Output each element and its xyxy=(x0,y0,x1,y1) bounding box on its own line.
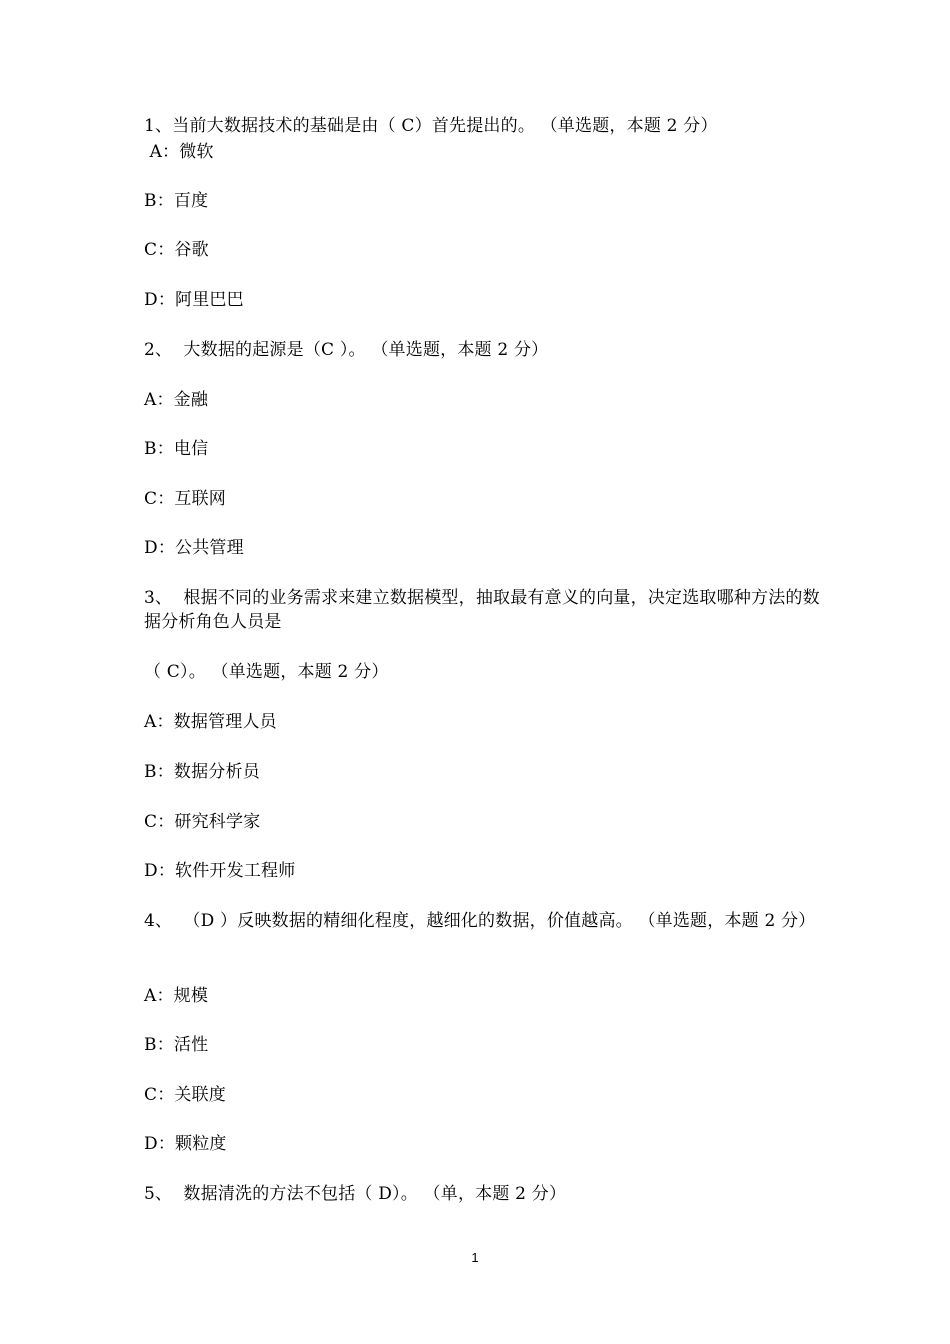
question-1-stem: 1、当前大数据技术的基础是由（ C）首先提出的。 （单选题，本题 2 分） xyxy=(144,116,718,136)
question-3-option-c: C：研究科学家 xyxy=(144,812,261,832)
question-4-option-d: D：颗粒度 xyxy=(144,1134,227,1154)
page-number: 1 xyxy=(471,1250,479,1265)
question-1-option-c: C：谷歌 xyxy=(144,240,209,260)
question-2-option-d: D：公共管理 xyxy=(144,538,244,558)
question-2-option-a: A：金融 xyxy=(144,390,209,410)
question-4-option-b: B：活性 xyxy=(144,1035,209,1055)
question-2-option-c: C：互联网 xyxy=(144,489,227,509)
question-4-option-c: C：关联度 xyxy=(144,1085,227,1105)
question-2-option-b: B：电信 xyxy=(144,439,209,459)
question-1-option-b: B：百度 xyxy=(144,191,209,211)
question-1-option-a: A：微软 xyxy=(144,142,214,162)
question-4-stem: 4、 （D ）反映数据的精细化程度，越细化的数据，价值越高。 （单选题，本题 2 分） xyxy=(144,911,816,931)
question-3-stem-continued: （ C）。 （单选题，本题 2 分） xyxy=(144,662,389,682)
question-5-stem: 5、 数据清洗的方法不包括（ D）。 （单，本题 2 分） xyxy=(144,1184,567,1204)
question-3-option-a: A：数据管理人员 xyxy=(144,712,277,732)
question-1-option-d: D：阿里巴巴 xyxy=(144,290,244,310)
question-2-stem: 2、 大数据的起源是（C ）。 （单选题，本题 2 分） xyxy=(144,340,549,360)
question-3-option-b: B：数据分析员 xyxy=(144,762,260,782)
question-3-option-d: D：软件开发工程师 xyxy=(144,861,296,881)
question-3-stem: 3、 根据不同的业务需求来建立数据模型，抽取最有意义的向量，决定选取哪种方法的数据分析角色人员是 xyxy=(144,588,820,632)
question-4-option-a: A：规模 xyxy=(144,986,209,1006)
